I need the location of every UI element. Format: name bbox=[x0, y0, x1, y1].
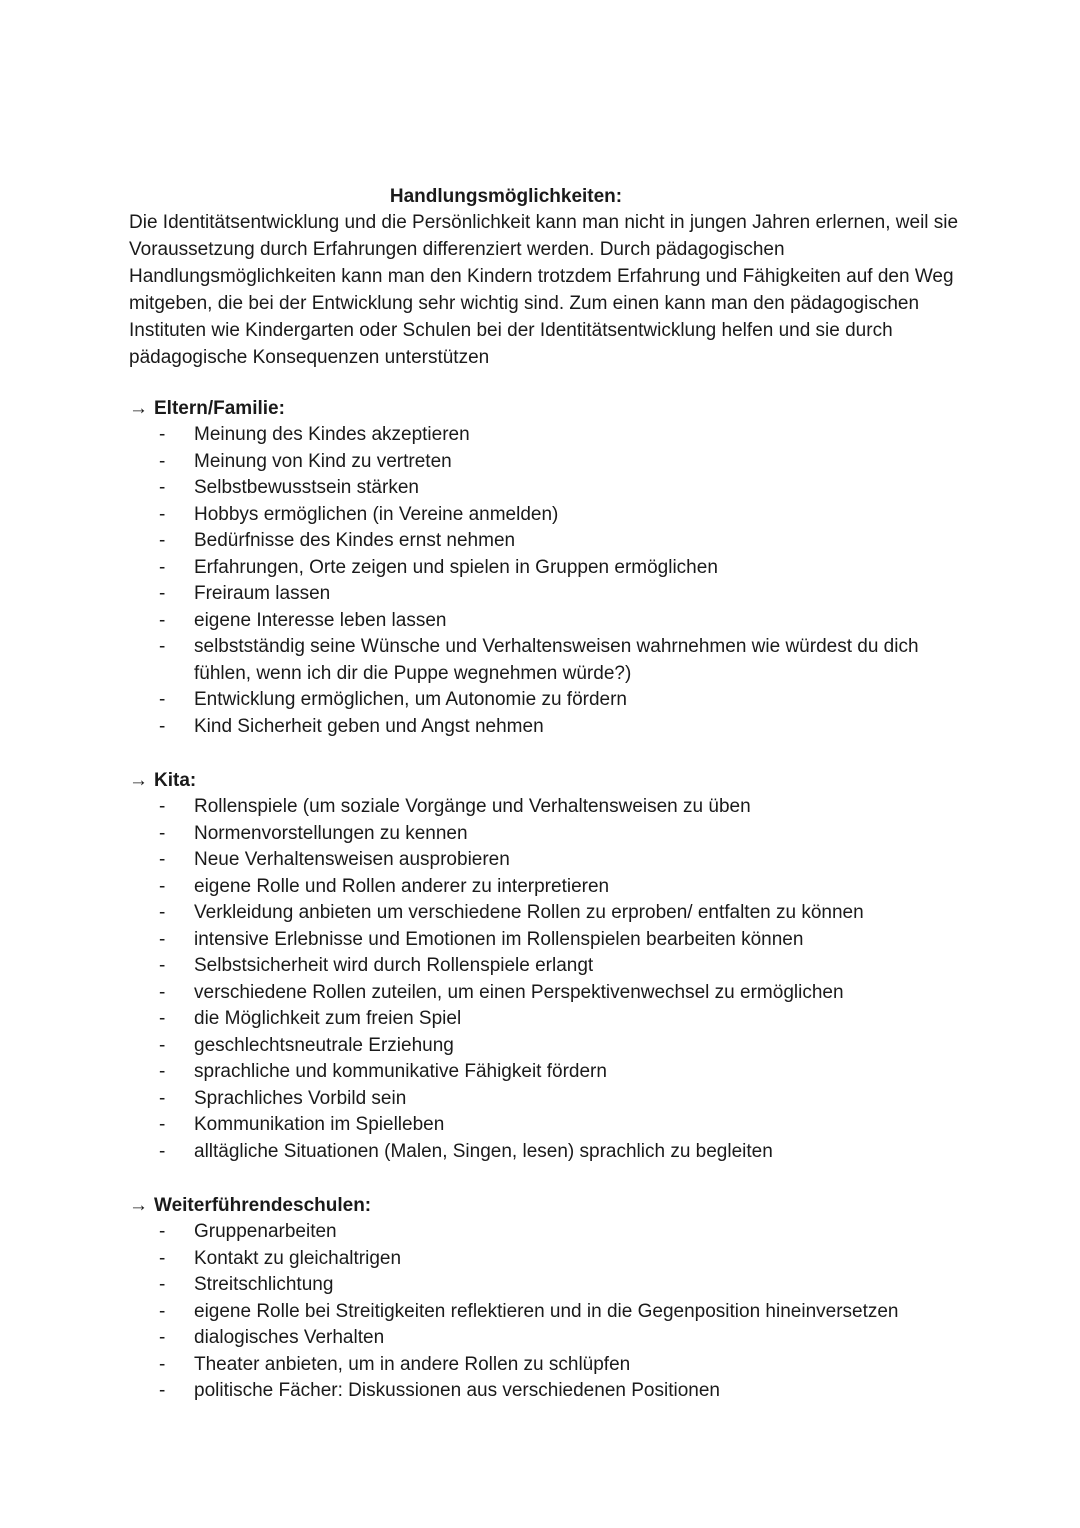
list-item-text: Hobbys ermöglichen (in Vereine anmelden) bbox=[194, 503, 559, 525]
list-item-text: Kommunikation im Spielleben bbox=[194, 1114, 445, 1135]
dash-icon: - bbox=[159, 1247, 166, 1269]
section-heading-label: Eltern/Familie: bbox=[154, 398, 285, 419]
list-item bbox=[129, 980, 969, 1007]
dash-icon: - bbox=[159, 503, 166, 525]
list-item bbox=[129, 821, 969, 848]
list-item-text: Theater anbieten, um in andere Rollen zu schlüpfen bbox=[194, 1353, 631, 1375]
list-item-text: Bedürfnisse des Kindes ernst nehmen bbox=[194, 530, 516, 551]
list-item-text: Kind Sicherheit geben und Angst nehmen bbox=[194, 715, 544, 737]
list-item bbox=[129, 1378, 969, 1405]
section-heading-label: Weiterführendeschulen: bbox=[154, 1195, 372, 1216]
dash-icon: - bbox=[159, 1380, 166, 1401]
section-weiterfuehrendeschulen bbox=[129, 1192, 969, 1405]
dash-icon: - bbox=[159, 1327, 166, 1348]
arrow-right-icon: → bbox=[129, 398, 148, 419]
list-item-text: sprachliche und kommunikative Fähigkeit fördern bbox=[194, 1061, 607, 1082]
list-item bbox=[129, 422, 969, 449]
dash-icon: - bbox=[159, 715, 166, 737]
list-item-text: selbstständig seine Wünsche und Verhaltensweisen wahrnehmen wie würdest du dich fühlen, wenn ich dir die Puppe wegnehmen würde?) bbox=[194, 636, 919, 684]
dash-icon: - bbox=[159, 1087, 166, 1109]
list-item bbox=[129, 714, 969, 741]
list-item-text: Entwicklung ermöglichen, um Autonomie zu fördern bbox=[194, 689, 628, 710]
list-item bbox=[129, 687, 969, 714]
list-item-text: die Möglichkeit zum freien Spiel bbox=[194, 1008, 462, 1029]
list-item bbox=[129, 1219, 969, 1246]
list-item bbox=[129, 900, 969, 927]
list-item bbox=[129, 1086, 969, 1113]
dash-icon: - bbox=[159, 477, 166, 498]
dash-icon: - bbox=[159, 981, 166, 1003]
list-item bbox=[129, 927, 969, 954]
list-item-text: Freiraum lassen bbox=[194, 583, 331, 604]
list-item-text: eigene Rolle bei Streitigkeiten reflektieren und in die Gegenposition hineinversetzen bbox=[194, 1300, 899, 1322]
dash-icon: - bbox=[159, 875, 166, 897]
dash-icon: - bbox=[159, 636, 166, 657]
list-item bbox=[129, 502, 969, 529]
bullet-list bbox=[129, 422, 969, 740]
list-item-text: verschiedene Rollen zuteilen, um einen Perspektivenwechsel zu ermöglichen bbox=[194, 981, 844, 1003]
list-item bbox=[129, 1139, 969, 1166]
list-item bbox=[129, 1325, 969, 1352]
list-item-text: Meinung des Kindes akzeptieren bbox=[194, 424, 470, 445]
bullet-list bbox=[129, 1219, 969, 1405]
dash-icon: - bbox=[159, 1034, 166, 1056]
list-item-text: Rollenspiele (um soziale Vorgänge und Verhaltensweisen zu üben bbox=[194, 796, 751, 817]
list-item-text: Sprachliches Vorbild sein bbox=[194, 1087, 407, 1109]
dash-icon: - bbox=[159, 609, 166, 631]
section-heading bbox=[129, 1192, 969, 1219]
list-item-text: dialogisches Verhalten bbox=[194, 1327, 385, 1348]
list-item bbox=[129, 528, 969, 555]
arrow-right-icon: → bbox=[129, 770, 148, 791]
dash-icon: - bbox=[159, 1061, 166, 1082]
list-item bbox=[129, 475, 969, 502]
list-item-text: eigene Interesse leben lassen bbox=[194, 609, 447, 631]
list-item-text: politische Fächer: Diskussionen aus verschiedenen Positionen bbox=[194, 1380, 720, 1401]
dash-icon: - bbox=[159, 530, 166, 551]
section-eltern-familie bbox=[129, 395, 969, 740]
dash-icon: - bbox=[159, 556, 166, 578]
dash-icon: - bbox=[159, 1300, 166, 1322]
list-item bbox=[129, 581, 969, 608]
dash-icon: - bbox=[159, 849, 166, 870]
arrow-right-icon: → bbox=[129, 1195, 148, 1216]
list-item-text: alltägliche Situationen (Malen, Singen, lesen) sprachlich zu begleiten bbox=[194, 1140, 773, 1162]
list-item bbox=[129, 634, 969, 687]
dash-icon: - bbox=[159, 1274, 166, 1295]
list-item bbox=[129, 1059, 969, 1086]
dash-icon: - bbox=[159, 450, 166, 472]
dash-icon: - bbox=[159, 796, 166, 817]
list-item-text: Selbstsicherheit wird durch Rollenspiele erlangt bbox=[194, 955, 594, 976]
dash-icon: - bbox=[159, 689, 166, 710]
dash-icon: - bbox=[159, 1140, 166, 1162]
list-item-text: Neue Verhaltensweisen ausprobieren bbox=[194, 849, 510, 870]
section-heading bbox=[129, 395, 969, 422]
list-item-text: Streitschlichtung bbox=[194, 1274, 334, 1295]
list-item-text: geschlechtsneutrale Erziehung bbox=[194, 1034, 454, 1056]
list-item bbox=[129, 1272, 969, 1299]
dash-icon: - bbox=[159, 822, 166, 844]
dash-icon: - bbox=[159, 928, 166, 950]
list-item bbox=[129, 449, 969, 476]
list-item bbox=[129, 847, 969, 874]
list-item-text: Gruppenarbeiten bbox=[194, 1221, 337, 1242]
list-item-text: intensive Erlebnisse und Emotionen im Rollenspielen bearbeiten können bbox=[194, 928, 804, 950]
list-item bbox=[129, 1006, 969, 1033]
list-item bbox=[129, 874, 969, 901]
dash-icon: - bbox=[159, 1114, 166, 1135]
list-item bbox=[129, 1112, 969, 1139]
section-heading bbox=[129, 767, 969, 794]
dash-icon: - bbox=[159, 1353, 166, 1375]
list-item bbox=[129, 953, 969, 980]
dash-icon: - bbox=[159, 1221, 166, 1242]
list-item bbox=[129, 608, 969, 635]
bullet-list bbox=[129, 794, 969, 1165]
section-kita bbox=[129, 767, 969, 1165]
dash-icon: - bbox=[159, 583, 166, 604]
list-item bbox=[129, 1352, 969, 1379]
list-item-text: eigene Rolle und Rollen anderer zu interpretieren bbox=[194, 875, 610, 897]
list-item bbox=[129, 794, 969, 821]
dash-icon: - bbox=[159, 424, 166, 445]
dash-icon: - bbox=[159, 955, 166, 976]
dash-icon: - bbox=[159, 902, 166, 923]
list-item bbox=[129, 1246, 969, 1273]
list-item-text: Verkleidung anbieten um verschiedene Rollen zu erproben/ entfalten zu können bbox=[194, 902, 864, 923]
list-item-text: Kontakt zu gleichaltrigen bbox=[194, 1247, 402, 1269]
section-heading-label: Kita: bbox=[154, 770, 197, 791]
list-item-text: Meinung von Kind zu vertreten bbox=[194, 450, 452, 472]
list-item bbox=[129, 1299, 969, 1326]
intro-paragraph: Die Identitätsentwicklung und die Persönlichkeit kann man nicht in jungen Jahren erlernen, weil sie Voraussetzung durch Erfahrungen differenziert werden. Durch pädagogischen Handlungsmöglichkeiten kann man den Kindern trotzdem Erfahrung und Fähigkeiten auf den Weg mitgeben, die bei der Entwicklung sehr wichtig sind. Zum einen kann man den pädagogischen Instituten wie Kindergarten oder Schulen bei der Identitätsentwicklung helfen und sie durch pädagogische Konsequenzen unterstützen bbox=[129, 212, 959, 368]
dash-icon: - bbox=[159, 1008, 166, 1029]
document-title: Handlungsmöglichkeiten: bbox=[389, 186, 623, 207]
list-item-text: Erfahrungen, Orte zeigen und spielen in Gruppen ermöglichen bbox=[194, 556, 718, 578]
list-item bbox=[129, 555, 969, 582]
list-item-text: Selbstbewusstsein stärken bbox=[194, 477, 419, 498]
list-item bbox=[129, 1033, 969, 1060]
list-item-text: Normenvorstellungen zu kennen bbox=[194, 822, 468, 844]
